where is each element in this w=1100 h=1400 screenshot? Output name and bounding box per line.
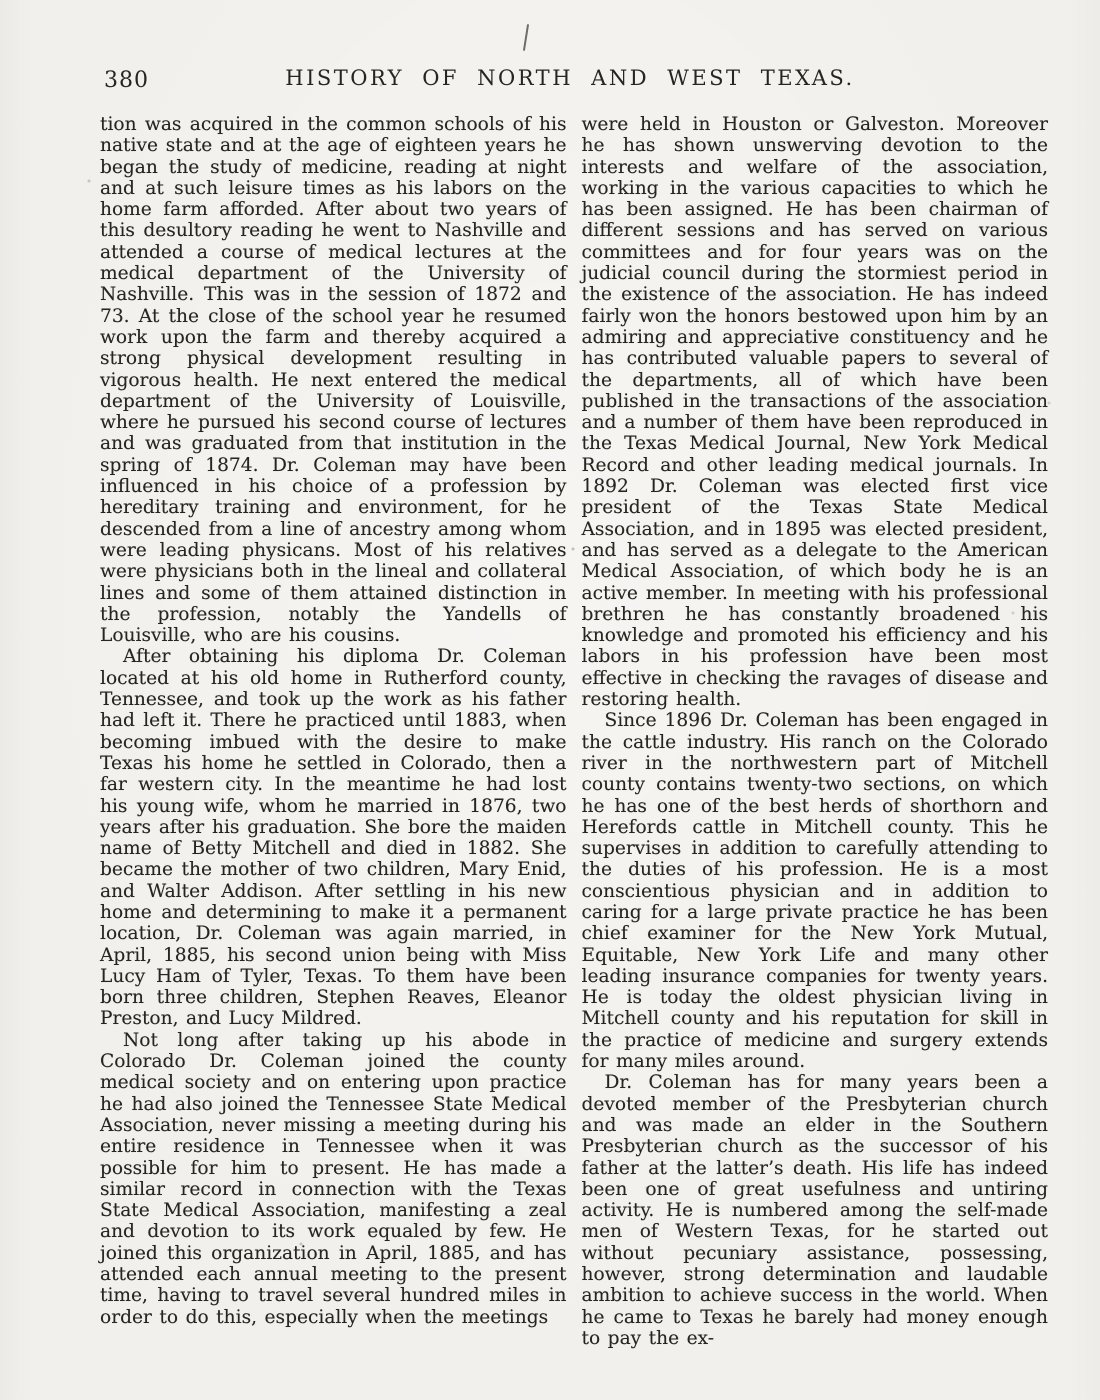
paragraph: Since 1896 Dr. Coleman has been engaged in the cattle industry. His ranch on the Colorado river in the northwestern part of Mitchell county contains twenty-two sections, on which he has one of the best herds of shorthorn and Herefords cattle in Mitchell county. This he supervises in addition to carefully attending to the duties of his profession. He is a most conscientious physician and in addition to caring for a large private practice he has been chief examiner for the New York Mutual, Equitable, New York Life and many other leading insurance companies for twenty years. He is today the oldest physician living in Mitchell county and his reputation for skill in the practice of medicine and surgery extends for many miles around. <box>581 710 1048 1073</box>
paragraph: were held in Houston or Galveston. Moreover he has shown unswerving devotion to the interests and welfare of the association, working in the various capacities to which he has been assigned. He has been chairman of different sessions and has served on various committees and for four years was on the judicial council during the stormiest period in the existence of the association. He has indeed fairly won the honors bestowed upon him by an admiring and appreciative constituency and he has contributed valuable papers to several of the departments, all of which have been published in the transactions of the association and a number of them have been reproduced in the Texas Medical Journal, New York Medical Record and other leading medical journals. In 1892 Dr. Coleman was elected first vice president of the Texas State Medical Association, and in 1895 was elected president, and has served as a delegate to the American Medical Association, of which body he is an active member. In meeting with his professional brethren he has constantly broadened his knowledge and promoted his efficiency and his labors in his profession have been most effective in checking the ravages of disease and restoring health. <box>581 114 1048 711</box>
page-title: HISTORY OF NORTH AND WEST TEXAS. <box>285 66 855 90</box>
paragraph: Dr. Coleman has for many years been a devoted member of the Presbyterian church and was made an elder in the Southern Presbyterian church as the successor of his father at the latter’s death. His life has indeed been one of great usefulness and untiring activity. He is numbered among the self-made men of Western Texas, for he started out without pecuniary assistance, possessing, however, strong determination and laudable ambition to achieve success in the world. When he came to Texas he barely had money enough to pay the ex- <box>581 1072 1048 1349</box>
scan-specks <box>0 0 2 2</box>
right-column <box>582 114 1049 1349</box>
left-column <box>100 114 567 1349</box>
paragraph: tion was acquired in the common schools of his native state and at the age of eighteen years he began the study of medicine, reading at night and at such leisure times as his labors on the home farm afforded. After about two years of this desultory reading he went to Nashville and attended a course of medical lectures at the medical department of the University of Nashville. This was in the session of 1872 and 73. At the close of the school year he resumed work upon the farm and thereby acquired a strong physical development resulting in vigorous health. He next entered the medical department of the University of Louisville, where he pursued his second course of lectures and was graduated from that institution in the spring of 1874. Dr. Coleman may have been influenced in his choice of a profession by hereditary training and environment, for he descended from a line of ancestry among whom were leading physicans. Most of his relatives were physicians both in the lineal and collateral lines and some of them attained distinction in the profession, notably the Yandells of Louisville, who are his cousins. <box>100 114 567 647</box>
pen-mark <box>523 24 529 51</box>
page-number: 380 <box>104 68 149 93</box>
paragraph: After obtaining his diploma Dr. Coleman located at his old home in Rutherford county, Tennessee, and took up the work as his father had left it. There he practiced until 1883, when becoming imbued with the desire to make Texas his home he settled in Colorado, then a far western city. In the meantime he had lost his young wife, whom he married in 1876, two years after his graduation. She bore the maiden name of Betty Mitchell and died in 1882. She became the mother of two children, Mary Enid, and Walter Addison. After settling in his new home and determining to make it a permanent location, Dr. Coleman was again married, in April, 1885, his second union being with Miss Lucy Ham of Tyler, Texas. To them have been born three children, Stephen Reaves, Eleanor Preston, and Lucy Mildred. <box>100 646 567 1030</box>
text-columns <box>100 114 1048 1349</box>
paragraph: Not long after taking up his abode in Colorado Dr. Coleman joined the county medical society and on entering upon practice he had also joined the Tennessee State Medical Association, never missing a meeting during his entire residence in Tennessee when it was possible for him to present. He has made a similar record in connection with the Texas State Medical Association, manifesting a zeal and devotion to its work equaled by few. He joined this organization in April, 1885, and has attended each annual meeting to the present time, having to travel several hundred miles in order to do this, especially when the meetings <box>100 1029 567 1328</box>
